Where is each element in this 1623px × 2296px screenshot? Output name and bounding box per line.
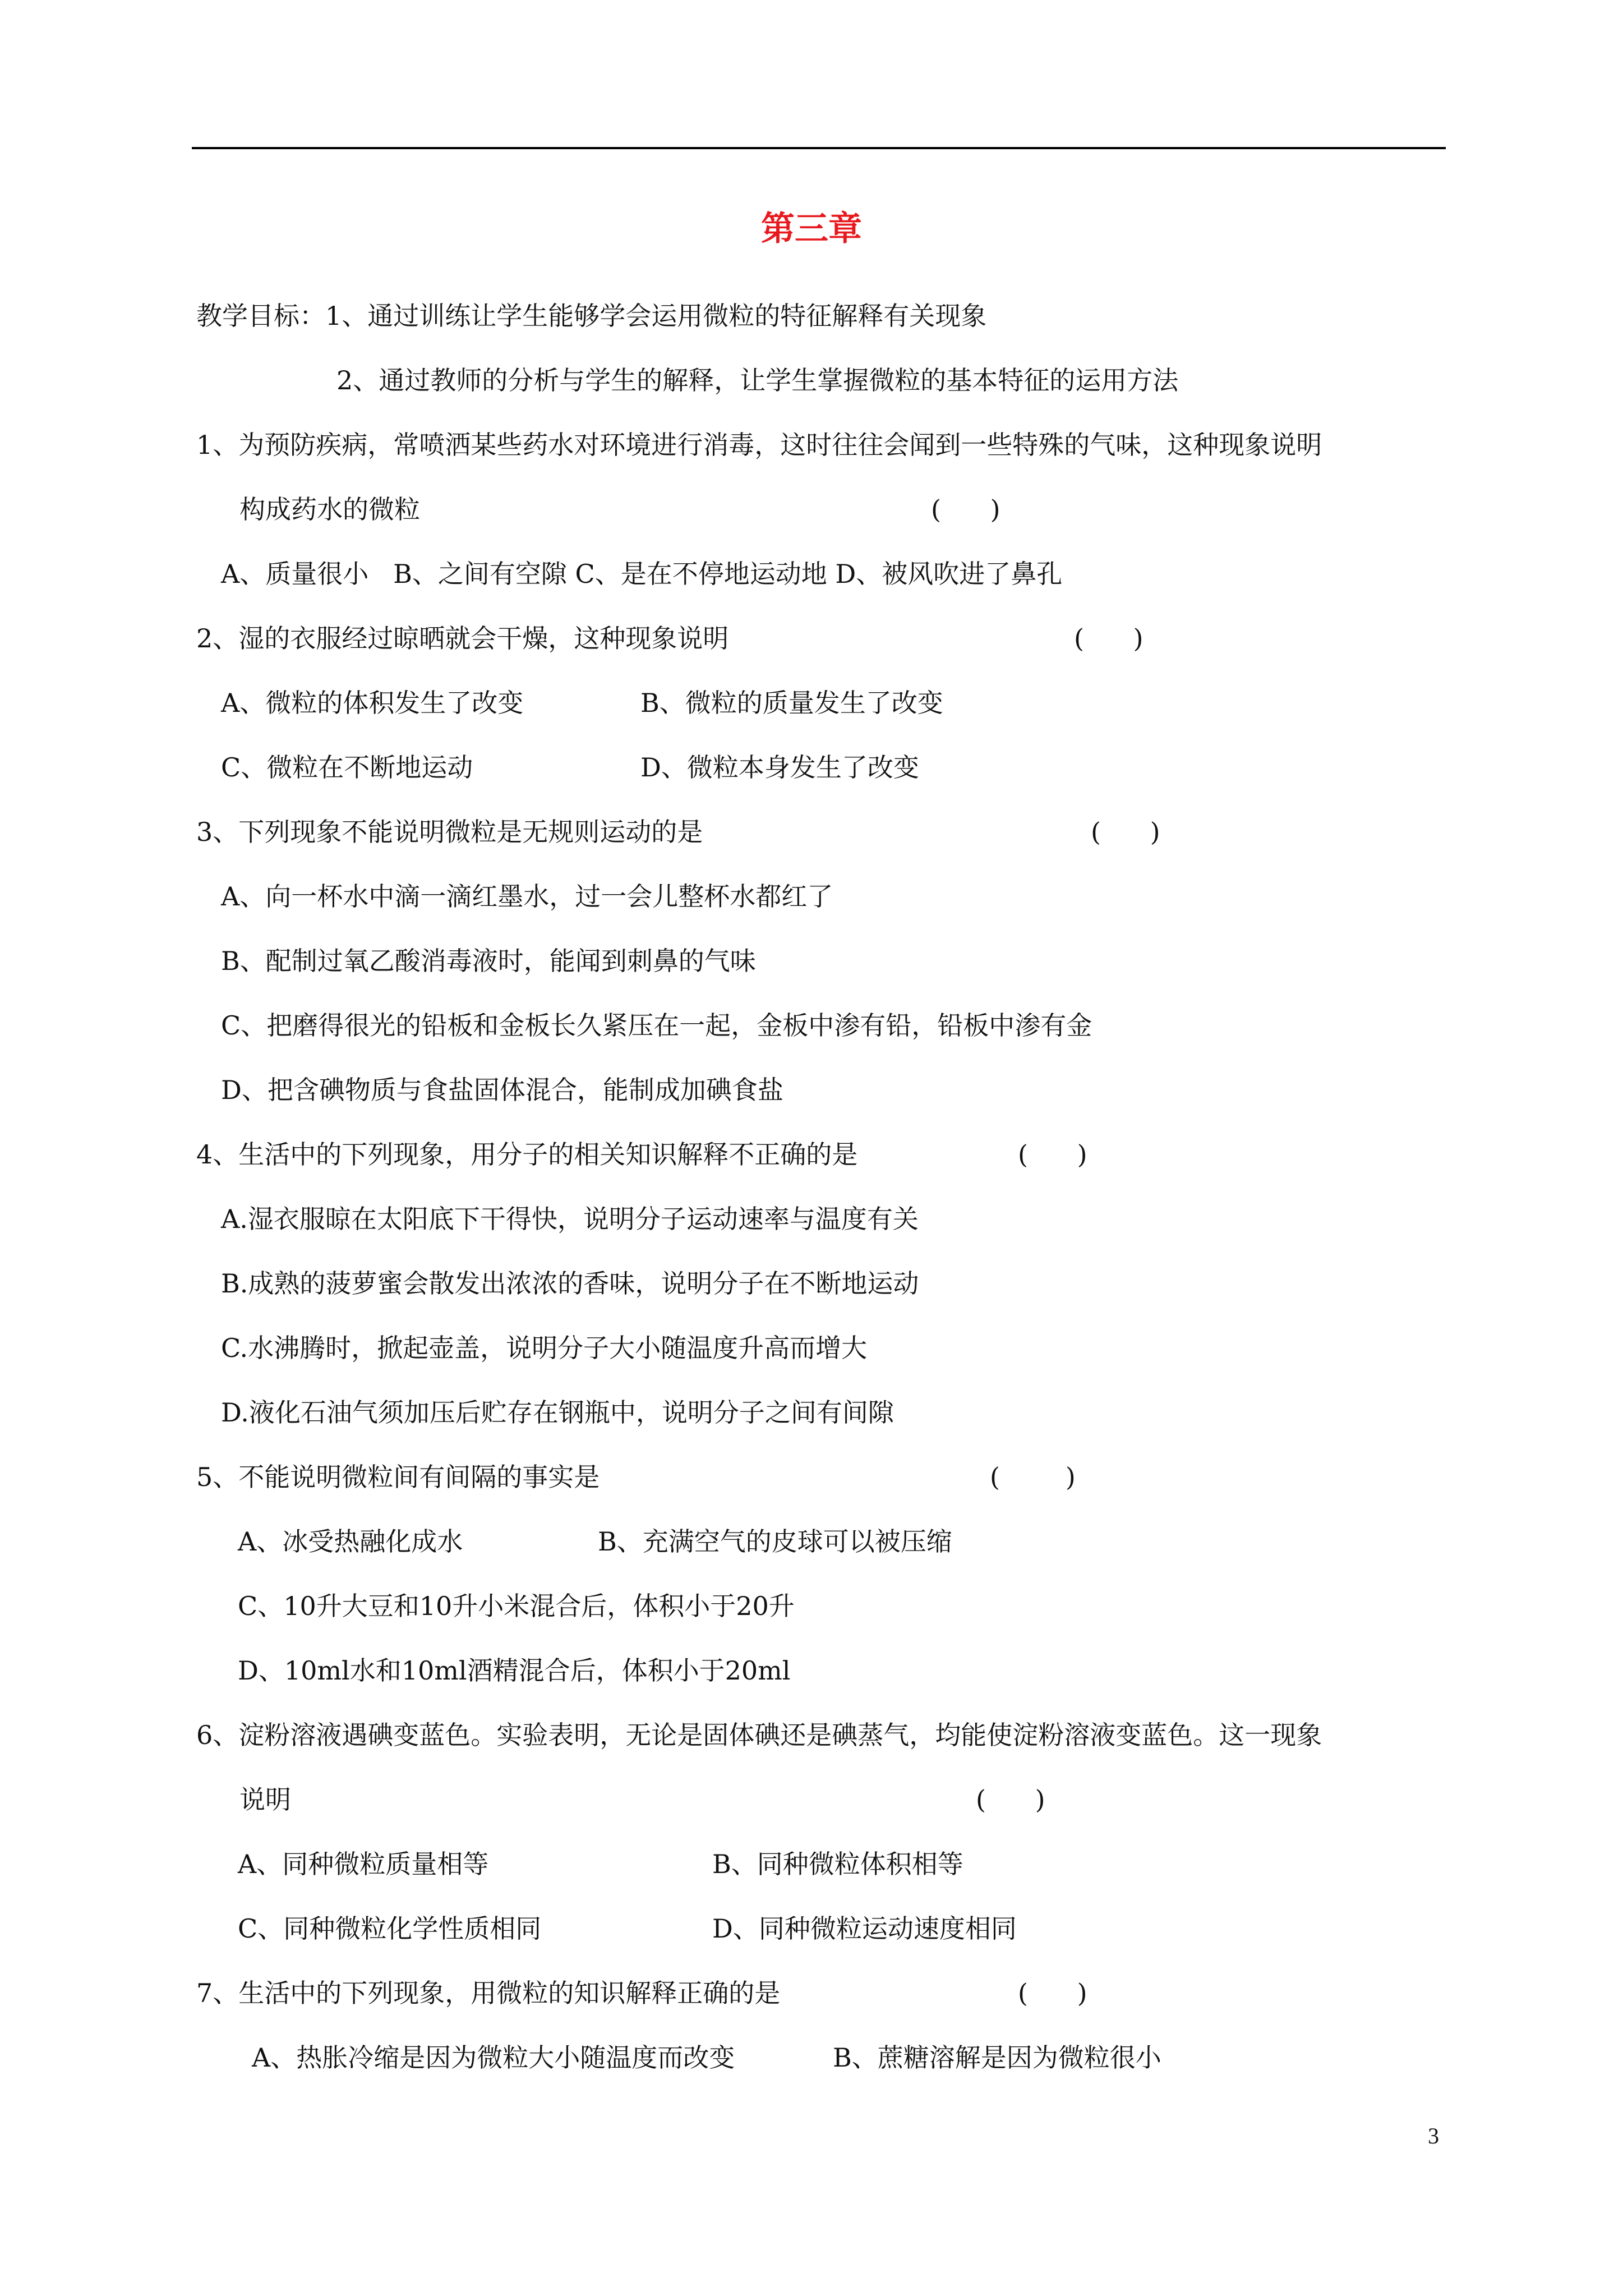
q5-option-b: B、充满空气的皮球可以被压缩 [598, 1526, 952, 1557]
q7-option-a: A、热胀冷缩是因为微粒大小随温度而改变 [252, 2042, 735, 2073]
q4-option-d: D.液化石油气须加压后贮存在钢瓶中，说明分子之间有间隙 [221, 1397, 894, 1428]
objective-line-1: 教学目标：1、通过训练让学生能够学会运用微粒的特征解释有关现象 [196, 301, 987, 331]
q4-option-b: B.成熟的菠萝蜜会散发出浓浓的香味，说明分子在不断地运动 [221, 1268, 919, 1299]
q6-stem-line2: 说明 [239, 1784, 291, 1815]
q1-stem-line2: 构成药水的微粒 [239, 494, 420, 524]
chapter-title: 第三章 [761, 209, 862, 249]
q1-stem-line1: 1、为预防疾病，常喷洒某些药水对环境进行消毒，这时往往会闻到一些特殊的气味，这种现象说明 [196, 430, 1322, 460]
q5-option-a: A、冰受热融化成水 [238, 1526, 463, 1557]
q4-stem: 4、生活中的下列现象，用分子的相关知识解释不正确的是 [196, 1139, 858, 1170]
q2-option-c: C、微粒在不断地运动 [221, 752, 473, 783]
header-rule [192, 147, 1446, 149]
q3-option-a: A、向一杯水中滴一滴红墨水，过一会儿整杯水都红了 [221, 881, 833, 912]
q3-option-b: B、配制过氧乙酸消毒液时，能闻到刺鼻的气味 [221, 946, 756, 976]
q6-answer-blank: ( ) [976, 1784, 1045, 1815]
q5-stem: 5、不能说明微粒间有间隔的事实是 [196, 1462, 600, 1492]
q6-option-b: B、同种微粒体积相等 [712, 1849, 963, 1879]
q7-option-b: B、蔗糖溶解是因为微粒很小 [833, 2042, 1161, 2073]
q6-stem-line1: 6、淀粉溶液遇碘变蓝色。实验表明，无论是固体碘还是碘蒸气，均能使淀粉溶液变蓝色。这一现象 [196, 1720, 1322, 1750]
q4-option-a: A.湿衣服晾在太阳底下干得快，说明分子运动速率与温度有关 [221, 1204, 919, 1234]
q2-option-b: B、微粒的质量发生了改变 [640, 688, 943, 718]
q7-answer-blank: ( ) [1018, 1978, 1087, 2008]
q7-stem: 7、生活中的下列现象，用微粒的知识解释正确的是 [196, 1978, 781, 2008]
q6-option-d: D、同种微粒运动速度相同 [712, 1913, 1017, 1944]
q2-answer-blank: ( ) [1074, 623, 1144, 654]
q5-option-d: D、10ml水和10ml酒精混合后，体积小于20ml [238, 1655, 791, 1686]
q2-option-a: A、微粒的体积发生了改变 [221, 688, 524, 718]
q1-options: A、质量很小 B、之间有空隙 C、是在不停地运动地 D、被风吹进了鼻孔 [221, 559, 1063, 589]
objective-line-2: 2、通过教师的分析与学生的解释，让学生掌握微粒的基本特征的运用方法 [336, 365, 1179, 395]
q3-stem: 3、下列现象不能说明微粒是无规则运动的是 [196, 817, 703, 847]
q6-option-a: A、同种微粒质量相等 [238, 1849, 489, 1879]
q2-option-d: D、微粒本身发生了改变 [640, 752, 919, 783]
q1-answer-blank: ( ) [931, 494, 1000, 524]
q6-option-c: C、同种微粒化学性质相同 [238, 1913, 542, 1944]
q3-option-d: D、把含碘物质与食盐固体混合，能制成加碘食盐 [221, 1075, 783, 1105]
q3-answer-blank: ( ) [1091, 817, 1160, 847]
page-number: 3 [1428, 2123, 1439, 2148]
q2-stem: 2、湿的衣服经过晾晒就会干燥，这种现象说明 [196, 623, 729, 654]
q4-answer-blank: ( ) [1018, 1139, 1087, 1170]
q3-option-c: C、把磨得很光的铅板和金板长久紧压在一起，金板中渗有铅，铅板中渗有金 [221, 1010, 1092, 1041]
q4-option-c: C.水沸腾时，掀起壶盖，说明分子大小随温度升高而增大 [221, 1333, 868, 1363]
q5-option-c: C、10升大豆和10升小米混合后，体积小于20升 [238, 1591, 795, 1621]
q5-answer-blank: ( ) [990, 1462, 1076, 1492]
